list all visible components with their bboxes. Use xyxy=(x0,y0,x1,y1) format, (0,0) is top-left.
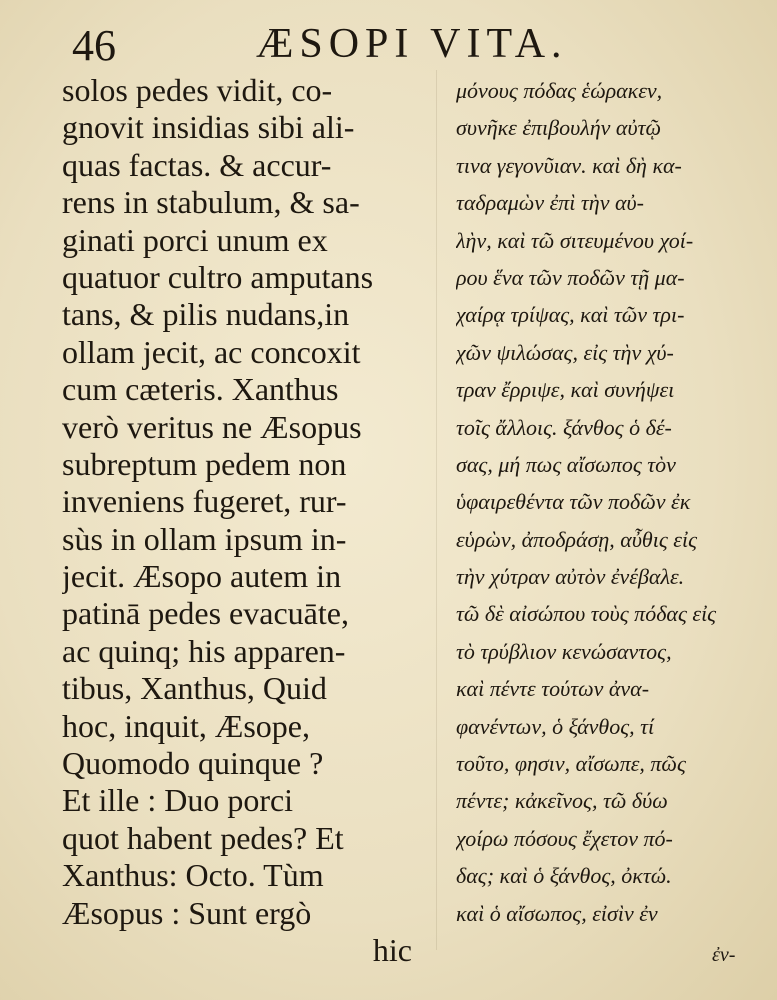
greek-line: τοῦτο, φησιν, αἴσωπε, πῶς xyxy=(456,751,686,777)
greek-line: ταδραμὼν ἐπὶ τὴν αὐ- xyxy=(456,190,644,216)
latin-line: ginati porci unum ex xyxy=(62,221,328,258)
page-header xyxy=(72,20,607,70)
latin-line: subreptum pedem non xyxy=(62,445,347,482)
latin-line: quas factas. & accur- xyxy=(62,146,332,183)
latin-line: Et ille : Duo porci xyxy=(62,782,294,819)
catchword: ἐν- xyxy=(712,944,736,966)
greek-line: καὶ ὁ αἴσωπος, εἰσὶν ἐν xyxy=(456,900,658,926)
latin-line: ollam jecit, ac concoxit xyxy=(62,333,361,370)
latin-line: gnovit insidias sibi ali- xyxy=(62,109,355,146)
latin-line: quatuor cultro amputans xyxy=(62,258,374,295)
latin-line: quot habent pedes? Et xyxy=(62,819,344,856)
latin-line: hic xyxy=(372,931,412,968)
latin-line: jecit. Æsopo autem in xyxy=(62,558,342,595)
greek-line: χοίρω πόσους ἔχετον πό- xyxy=(456,825,673,851)
latin-line: rens in stabulum, & sa- xyxy=(62,184,360,221)
greek-line: χαίρᾳ τρίψας, καὶ τῶν τρι- xyxy=(456,302,685,328)
greek-line: πέντε; κἀκεῖνος, τῶ δύω xyxy=(456,788,668,814)
latin-line: solos pedes vidit, co- xyxy=(62,72,333,108)
latin-line: Æsopus : Sunt ergò xyxy=(62,894,312,931)
greek-line: καὶ πέντε τούτων ἀνα- xyxy=(456,676,650,702)
greek-line: τῶ δὲ αἰσώπου τοὺς πόδας εἰς xyxy=(456,601,717,627)
greek-line: χῶν ψιλώσας, εἰς τὴν χύ- xyxy=(456,339,674,365)
greek-line: εὑρὼν, ἀποδράσῃ, αὖθις εἰς xyxy=(456,526,697,552)
greek-line: μόνους πόδας ἑώρακεν, xyxy=(456,78,663,103)
latin-line: hoc, inquit, Æsope, xyxy=(62,707,310,744)
latin-column xyxy=(62,72,422,969)
greek-line: συνῆκε ἐπιβουλήν αὐτῷ xyxy=(456,115,661,141)
greek-column xyxy=(456,72,768,932)
greek-line: φανέντων, ὁ ξάνθος, τί xyxy=(456,713,655,739)
greek-line: σας, μή πως αἴσωπος τὸν xyxy=(456,451,676,477)
page-number: 46 xyxy=(72,21,116,70)
latin-line: verò veritus ne Æsopus xyxy=(62,408,362,445)
latin-line: patinā pedes evacuāte, xyxy=(62,595,349,632)
column-gutter xyxy=(436,70,437,950)
running-title: ÆSOPI VITA. xyxy=(256,21,568,67)
latin-line: Xanthus: Octo. Tùm xyxy=(62,857,324,894)
greek-line: ρου ἕνα τῶν ποδῶν τῇ μα- xyxy=(456,264,685,290)
latin-line: ac quinq; his apparen- xyxy=(62,632,346,669)
greek-line: τὸ τρύβλιον κενώσαντος, xyxy=(456,638,672,664)
greek-line: λὴν, καὶ τῶ σιτευμένου χοί- xyxy=(456,227,694,253)
greek-line: τὴν χύτραν αὐτὸν ἐνέβαλε. xyxy=(456,564,685,590)
latin-line: sùs in ollam ipsum in- xyxy=(62,520,347,557)
greek-line: ὑφαιρεθέντα τῶν ποδῶν ἐκ xyxy=(456,489,691,515)
latin-line: tans, & pilis nudans,in xyxy=(62,296,350,333)
latin-line: inveniens fugeret, rur- xyxy=(62,483,347,520)
greek-line: δας; καὶ ὁ ξάνθος, ὀκτώ. xyxy=(456,863,672,889)
latin-line: Quomodo quinque ? xyxy=(62,745,324,782)
greek-line: τινα γεγονῦιαν. καὶ δὴ κα- xyxy=(456,152,682,178)
greek-line: τοῖς ἄλλοις. ξάνθος ὁ δέ- xyxy=(456,414,672,440)
latin-line: tibus, Xanthus, Quid xyxy=(62,670,327,707)
greek-line: τραν ἔρριψε, καὶ συνήψει xyxy=(456,377,675,403)
latin-line: cum cæteris. Xanthus xyxy=(62,371,339,408)
